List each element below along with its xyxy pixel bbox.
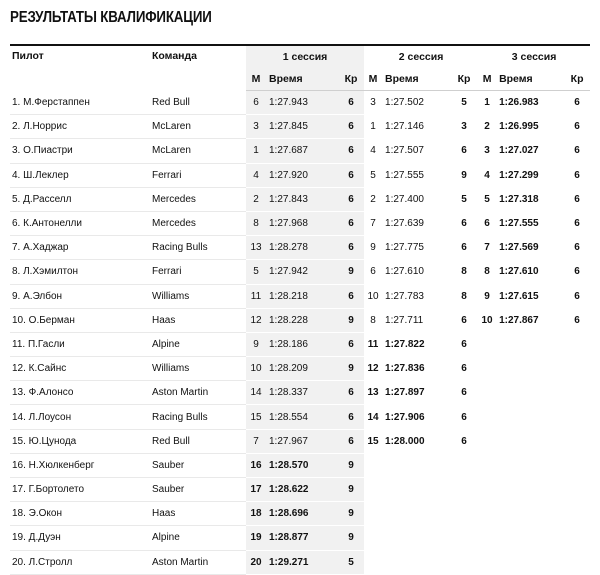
empty-cell xyxy=(564,478,590,502)
team-cell: Sauber xyxy=(150,453,246,477)
position-cell: 7 xyxy=(246,429,266,453)
lap-time-cell: 1:27.906 xyxy=(382,405,450,429)
laps-cell: 9 xyxy=(338,260,364,284)
laps-cell: 6 xyxy=(338,236,364,260)
empty-cell xyxy=(496,526,564,550)
empty-cell xyxy=(478,332,496,356)
pilot-cell: 7. А.Хаджар xyxy=(10,236,150,260)
empty-cell xyxy=(496,429,564,453)
position-cell: 18 xyxy=(246,502,266,526)
pilot-cell: 18. Э.Окон xyxy=(10,502,150,526)
position-cell: 5 xyxy=(246,260,266,284)
laps-cell: 5 xyxy=(338,550,364,574)
lap-time-cell: 1:27.943 xyxy=(266,91,338,115)
lap-time-cell: 1:28.337 xyxy=(266,381,338,405)
team-cell: Alpine xyxy=(150,526,246,550)
empty-cell xyxy=(564,550,590,574)
position-cell: 8 xyxy=(246,211,266,235)
laps-cell: 6 xyxy=(338,381,364,405)
pilot-cell: 11. П.Гасли xyxy=(10,332,150,356)
laps-cell: 6 xyxy=(564,211,590,235)
laps-cell: 6 xyxy=(338,139,364,163)
empty-cell xyxy=(564,453,590,477)
column-header-time: Время xyxy=(496,68,564,91)
team-cell: Racing Bulls xyxy=(150,405,246,429)
empty-cell xyxy=(564,357,590,381)
table-row xyxy=(10,187,590,211)
laps-cell: 6 xyxy=(338,284,364,308)
laps-cell: 6 xyxy=(338,163,364,187)
laps-cell: 5 xyxy=(450,187,478,211)
page-title: РЕЗУЛЬТАТЫ КВАЛИФИКАЦИИ xyxy=(10,9,212,26)
column-header-laps: Кр xyxy=(450,68,478,91)
lap-time-cell: 1:27.897 xyxy=(382,381,450,405)
team-cell: Ferrari xyxy=(150,260,246,284)
lap-time-cell: 1:29.271 xyxy=(266,550,338,574)
position-cell: 14 xyxy=(246,381,266,405)
position-cell: 13 xyxy=(364,381,382,405)
team-cell: Sauber xyxy=(150,478,246,502)
empty-cell xyxy=(478,453,496,477)
empty-cell xyxy=(496,502,564,526)
position-cell: 4 xyxy=(246,163,266,187)
position-cell: 16 xyxy=(246,453,266,477)
laps-cell: 9 xyxy=(338,308,364,332)
pilot-cell: 9. А.Элбон xyxy=(10,284,150,308)
pilot-cell: 3. О.Пиастри xyxy=(10,139,150,163)
laps-cell: 6 xyxy=(450,236,478,260)
column-header-time: Время xyxy=(266,68,338,91)
empty-cell xyxy=(564,502,590,526)
lap-time-cell: 1:27.836 xyxy=(382,357,450,381)
table-row xyxy=(10,357,590,381)
position-cell: 3 xyxy=(364,91,382,115)
empty-cell xyxy=(382,502,450,526)
column-header-session-1: 1 сессия xyxy=(246,45,364,68)
laps-cell: 6 xyxy=(564,91,590,115)
pilot-cell: 14. Л.Лоусон xyxy=(10,405,150,429)
pilot-cell: 6. К.Антонелли xyxy=(10,211,150,235)
empty-cell xyxy=(478,381,496,405)
laps-cell: 9 xyxy=(338,526,364,550)
empty-cell xyxy=(478,357,496,381)
empty-cell xyxy=(564,381,590,405)
lap-time-cell: 1:28.228 xyxy=(266,308,338,332)
table-row xyxy=(10,139,590,163)
empty-cell xyxy=(564,332,590,356)
lap-time-cell: 1:27.687 xyxy=(266,139,338,163)
team-cell: Williams xyxy=(150,357,246,381)
column-header-session-2: 2 сессия xyxy=(364,45,478,68)
position-cell: 12 xyxy=(246,308,266,332)
laps-cell: 6 xyxy=(338,187,364,211)
position-cell: 7 xyxy=(364,211,382,235)
table-row xyxy=(10,211,590,235)
empty-cell xyxy=(450,550,478,574)
pilot-cell: 20. Л.Стролл xyxy=(10,550,150,574)
lap-time-cell: 1:28.000 xyxy=(382,429,450,453)
position-cell: 1 xyxy=(246,139,266,163)
team-cell: McLaren xyxy=(150,115,246,139)
position-cell: 6 xyxy=(478,211,496,235)
empty-cell xyxy=(478,502,496,526)
column-header-session-3: 3 сессия xyxy=(478,45,590,68)
empty-cell xyxy=(382,478,450,502)
empty-cell xyxy=(496,550,564,574)
position-cell: 1 xyxy=(478,91,496,115)
laps-cell: 6 xyxy=(450,211,478,235)
pilot-cell: 12. К.Сайнс xyxy=(10,357,150,381)
laps-cell: 9 xyxy=(338,357,364,381)
laps-cell: 6 xyxy=(564,284,590,308)
laps-cell: 6 xyxy=(338,332,364,356)
position-cell: 11 xyxy=(364,332,382,356)
empty-cell xyxy=(364,453,382,477)
empty-cell xyxy=(564,526,590,550)
laps-cell: 6 xyxy=(564,308,590,332)
lap-time-cell: 1:26.995 xyxy=(496,115,564,139)
empty-cell xyxy=(496,453,564,477)
position-cell: 17 xyxy=(246,478,266,502)
lap-time-cell: 1:27.400 xyxy=(382,187,450,211)
empty-cell xyxy=(364,502,382,526)
pilot-cell: 15. Ю.Цунода xyxy=(10,429,150,453)
laps-cell: 6 xyxy=(338,429,364,453)
laps-cell: 6 xyxy=(450,405,478,429)
empty-cell xyxy=(450,526,478,550)
table-row xyxy=(10,429,590,453)
position-cell: 6 xyxy=(364,260,382,284)
pilot-cell: 8. Л.Хэмилтон xyxy=(10,260,150,284)
empty-cell xyxy=(364,478,382,502)
lap-time-cell: 1:28.209 xyxy=(266,357,338,381)
table-row xyxy=(10,115,590,139)
position-cell: 15 xyxy=(364,429,382,453)
empty-cell xyxy=(450,502,478,526)
empty-cell xyxy=(496,405,564,429)
column-header-pilot: Пилот xyxy=(10,45,150,91)
table-row xyxy=(10,526,590,550)
laps-cell: 6 xyxy=(564,139,590,163)
lap-time-cell: 1:27.968 xyxy=(266,211,338,235)
lap-time-cell: 1:28.278 xyxy=(266,236,338,260)
table-row xyxy=(10,308,590,332)
position-cell: 19 xyxy=(246,526,266,550)
position-cell: 4 xyxy=(364,139,382,163)
position-cell: 15 xyxy=(246,405,266,429)
position-cell: 5 xyxy=(364,163,382,187)
lap-time-cell: 1:28.570 xyxy=(266,453,338,477)
empty-cell xyxy=(496,381,564,405)
laps-cell: 6 xyxy=(564,163,590,187)
table-row xyxy=(10,284,590,308)
empty-cell xyxy=(564,429,590,453)
table-row xyxy=(10,381,590,405)
lap-time-cell: 1:27.569 xyxy=(496,236,564,260)
position-cell: 8 xyxy=(478,260,496,284)
team-cell: Williams xyxy=(150,284,246,308)
table-row xyxy=(10,260,590,284)
position-cell: 2 xyxy=(478,115,496,139)
laps-cell: 6 xyxy=(450,429,478,453)
table-row xyxy=(10,236,590,260)
empty-cell xyxy=(478,429,496,453)
laps-cell: 6 xyxy=(450,332,478,356)
team-cell: Mercedes xyxy=(150,187,246,211)
empty-cell xyxy=(364,526,382,550)
empty-cell xyxy=(478,550,496,574)
table-row xyxy=(10,453,590,477)
laps-cell: 6 xyxy=(338,115,364,139)
team-cell: Aston Martin xyxy=(150,550,246,574)
column-header-pos: М xyxy=(364,68,382,91)
lap-time-cell: 1:28.696 xyxy=(266,502,338,526)
pilot-cell: 13. Ф.Алонсо xyxy=(10,381,150,405)
empty-cell xyxy=(450,478,478,502)
laps-cell: 6 xyxy=(450,357,478,381)
lap-time-cell: 1:27.822 xyxy=(382,332,450,356)
position-cell: 12 xyxy=(364,357,382,381)
laps-cell: 9 xyxy=(338,478,364,502)
position-cell: 2 xyxy=(364,187,382,211)
lap-time-cell: 1:27.967 xyxy=(266,429,338,453)
position-cell: 2 xyxy=(246,187,266,211)
lap-time-cell: 1:27.615 xyxy=(496,284,564,308)
lap-time-cell: 1:27.318 xyxy=(496,187,564,211)
laps-cell: 6 xyxy=(338,91,364,115)
table-row xyxy=(10,405,590,429)
lap-time-cell: 1:27.146 xyxy=(382,115,450,139)
pilot-cell: 2. Л.Норрис xyxy=(10,115,150,139)
lap-time-cell: 1:28.218 xyxy=(266,284,338,308)
column-header-time: Время xyxy=(382,68,450,91)
empty-cell xyxy=(450,453,478,477)
lap-time-cell: 1:27.299 xyxy=(496,163,564,187)
lap-time-cell: 1:27.775 xyxy=(382,236,450,260)
pilot-cell: 17. Г.Бортолето xyxy=(10,478,150,502)
team-cell: Haas xyxy=(150,308,246,332)
laps-cell: 6 xyxy=(564,236,590,260)
table-row xyxy=(10,550,590,574)
laps-cell: 6 xyxy=(338,211,364,235)
laps-cell: 9 xyxy=(338,502,364,526)
lap-time-cell: 1:27.942 xyxy=(266,260,338,284)
laps-cell: 6 xyxy=(450,381,478,405)
position-cell: 9 xyxy=(246,332,266,356)
position-cell: 4 xyxy=(478,163,496,187)
lap-time-cell: 1:27.502 xyxy=(382,91,450,115)
lap-time-cell: 1:26.983 xyxy=(496,91,564,115)
pilot-cell: 16. Н.Хюлкенберг xyxy=(10,453,150,477)
position-cell: 6 xyxy=(246,91,266,115)
pilot-cell: 4. Ш.Леклер xyxy=(10,163,150,187)
lap-time-cell: 1:27.711 xyxy=(382,308,450,332)
team-cell: Racing Bulls xyxy=(150,236,246,260)
pilot-cell: 1. М.Ферстаппен xyxy=(10,91,150,115)
team-cell: Red Bull xyxy=(150,429,246,453)
lap-time-cell: 1:27.610 xyxy=(496,260,564,284)
team-cell: Mercedes xyxy=(150,211,246,235)
team-cell: McLaren xyxy=(150,139,246,163)
lap-time-cell: 1:27.920 xyxy=(266,163,338,187)
laps-cell: 8 xyxy=(450,284,478,308)
empty-cell xyxy=(496,357,564,381)
laps-cell: 8 xyxy=(450,260,478,284)
pilot-cell: 10. О.Берман xyxy=(10,308,150,332)
table-row xyxy=(10,91,590,115)
lap-time-cell: 1:27.845 xyxy=(266,115,338,139)
table-row xyxy=(10,163,590,187)
table-row xyxy=(10,502,590,526)
empty-cell xyxy=(382,550,450,574)
empty-cell xyxy=(496,478,564,502)
position-cell: 10 xyxy=(246,357,266,381)
empty-cell xyxy=(364,550,382,574)
table-row xyxy=(10,332,590,356)
lap-time-cell: 1:28.877 xyxy=(266,526,338,550)
laps-cell: 5 xyxy=(450,91,478,115)
laps-cell: 6 xyxy=(450,139,478,163)
position-cell: 1 xyxy=(364,115,382,139)
team-cell: Ferrari xyxy=(150,163,246,187)
position-cell: 10 xyxy=(478,308,496,332)
lap-time-cell: 1:27.610 xyxy=(382,260,450,284)
position-cell: 3 xyxy=(478,139,496,163)
pilot-cell: 19. Д.Дуэн xyxy=(10,526,150,550)
position-cell: 14 xyxy=(364,405,382,429)
team-cell: Alpine xyxy=(150,332,246,356)
team-cell: Haas xyxy=(150,502,246,526)
position-cell: 7 xyxy=(478,236,496,260)
team-cell: Red Bull xyxy=(150,91,246,115)
lap-time-cell: 1:27.027 xyxy=(496,139,564,163)
column-header-pos: М xyxy=(246,68,266,91)
laps-cell: 9 xyxy=(450,163,478,187)
pilot-cell: 5. Д.Расселл xyxy=(10,187,150,211)
lap-time-cell: 1:28.622 xyxy=(266,478,338,502)
laps-cell: 6 xyxy=(564,115,590,139)
column-header-team: Команда xyxy=(150,45,246,91)
laps-cell: 6 xyxy=(564,187,590,211)
lap-time-cell: 1:27.843 xyxy=(266,187,338,211)
laps-cell: 6 xyxy=(338,405,364,429)
empty-cell xyxy=(478,478,496,502)
lap-time-cell: 1:27.507 xyxy=(382,139,450,163)
lap-time-cell: 1:27.867 xyxy=(496,308,564,332)
position-cell: 20 xyxy=(246,550,266,574)
laps-cell: 3 xyxy=(450,115,478,139)
lap-time-cell: 1:28.554 xyxy=(266,405,338,429)
lap-time-cell: 1:27.555 xyxy=(382,163,450,187)
empty-cell xyxy=(496,332,564,356)
column-header-pos: М xyxy=(478,68,496,91)
position-cell: 11 xyxy=(246,284,266,308)
lap-time-cell: 1:27.639 xyxy=(382,211,450,235)
laps-cell: 6 xyxy=(564,260,590,284)
empty-cell xyxy=(564,405,590,429)
position-cell: 5 xyxy=(478,187,496,211)
lap-time-cell: 1:28.186 xyxy=(266,332,338,356)
lap-time-cell: 1:27.783 xyxy=(382,284,450,308)
position-cell: 3 xyxy=(246,115,266,139)
results-body xyxy=(10,91,590,575)
team-cell: Aston Martin xyxy=(150,381,246,405)
table-row xyxy=(10,478,590,502)
position-cell: 8 xyxy=(364,308,382,332)
lap-time-cell: 1:27.555 xyxy=(496,211,564,235)
empty-cell xyxy=(382,453,450,477)
column-header-laps: Кр xyxy=(564,68,590,91)
empty-cell xyxy=(382,526,450,550)
column-header-laps: Кр xyxy=(338,68,364,91)
empty-cell xyxy=(478,526,496,550)
position-cell: 9 xyxy=(478,284,496,308)
laps-cell: 9 xyxy=(338,453,364,477)
position-cell: 10 xyxy=(364,284,382,308)
header-row-sessions xyxy=(10,45,590,68)
position-cell: 13 xyxy=(246,236,266,260)
empty-cell xyxy=(478,405,496,429)
laps-cell: 6 xyxy=(450,308,478,332)
qualifying-results-table xyxy=(10,44,590,575)
position-cell: 9 xyxy=(364,236,382,260)
